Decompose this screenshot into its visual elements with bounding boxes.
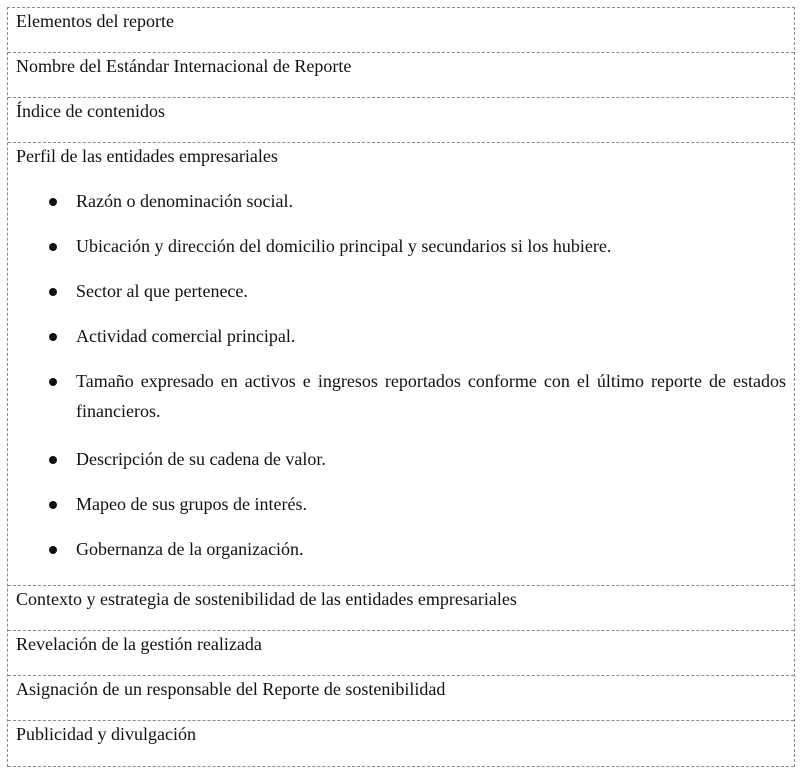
row-label: Revelación de la gestión realizada [16, 634, 262, 654]
bullet-icon [49, 456, 57, 464]
list-item: Descripción de su cadena de valor. [16, 447, 786, 471]
row-label: Asignación de un responsable del Reporte de sostenibilidad [16, 679, 446, 699]
list-item: Razón o denominación social. [16, 189, 786, 213]
row-label: Índice de contenidos [16, 101, 165, 121]
table-row-asignacion [8, 676, 794, 721]
table-row-perfil [8, 143, 794, 586]
list-item: Sector al que pertenece. [16, 279, 786, 303]
list-item: Ubicación y dirección del domicilio principal y secundarios si los hubiere. [16, 234, 786, 258]
bullet-icon [49, 288, 57, 296]
bullet-icon [49, 546, 57, 554]
list-item: Mapeo de sus grupos de interés. [16, 492, 786, 516]
table-row-revelacion [8, 631, 794, 676]
table-row-indice [8, 98, 794, 143]
table-row-publicidad [8, 721, 794, 767]
row-label: Perfil de las entidades empresariales [16, 146, 278, 166]
table-row-elementos [8, 8, 794, 53]
list-item: Gobernanza de la organización. [16, 537, 786, 561]
row-label: Elementos del reporte [16, 11, 174, 31]
bullet-icon [49, 378, 57, 386]
list-item: Actividad comercial principal. [16, 324, 786, 348]
report-elements-table [7, 7, 795, 767]
row-label: Contexto y estrategia de sostenibilidad de las entidades empresariales [16, 589, 517, 609]
bullet-icon [49, 198, 57, 206]
list-item: Tamaño expresado en activos e ingresos reportados conforme con el último reporte de estados financieros. [16, 366, 786, 426]
bullet-icon [49, 501, 57, 509]
bullet-icon [49, 243, 57, 251]
row-label: Publicidad y divulgación [16, 724, 196, 744]
row-label: Nombre del Estándar Internacional de Reporte [16, 56, 352, 76]
table-row-contexto [8, 586, 794, 631]
perfil-bullet-list [16, 189, 786, 561]
bullet-icon [49, 333, 57, 341]
table-row-nombre [8, 53, 794, 98]
